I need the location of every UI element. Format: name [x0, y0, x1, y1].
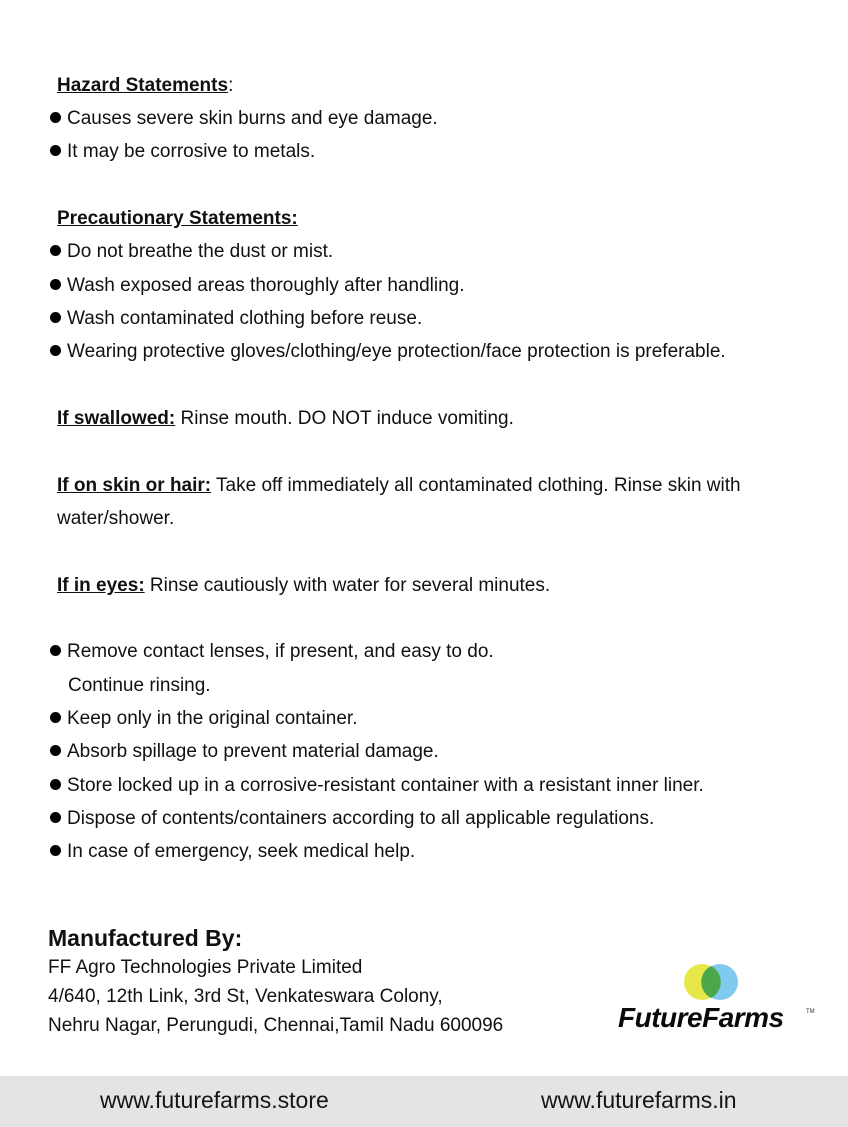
instruction-item: Remove contact lenses, if present, and easy to do.	[50, 640, 494, 664]
if-swallowed	[57, 407, 514, 431]
manufacturer-address-1: 4/640, 12th Link, 3rd St, Venkateswara Colony,	[48, 986, 443, 1007]
instruction-item: In case of emergency, seek medical help.	[50, 840, 415, 864]
if-on-skin-text-cont: water/shower.	[57, 508, 175, 529]
if-in-eyes-label: If in eyes:	[57, 575, 145, 596]
if-on-skin-text: Take off immediately all contaminated clothing. Rinse skin with	[211, 475, 741, 496]
precautionary-item: Wash exposed areas thoroughly after handling.	[50, 274, 465, 298]
instruction-item: Dispose of contents/containers according to all applicable regulations.	[50, 807, 654, 831]
precautionary-item: Wearing protective gloves/clothing/eye protection/face protection is preferable.	[50, 340, 726, 364]
manufacturer-title: Manufactured By:	[48, 925, 243, 951]
future-farms-logo	[618, 962, 814, 1036]
footer-link-in[interactable]: www.futurefarms.in	[541, 1087, 737, 1113]
hazard-heading-colon: :	[228, 75, 234, 96]
instruction-item-cont: Continue rinsing.	[68, 675, 211, 696]
if-in-eyes-text: Rinse cautiously with water for several minutes.	[144, 575, 551, 596]
precautionary-heading: Precautionary Statements:	[57, 208, 298, 229]
if-swallowed-label: If swallowed:	[57, 408, 176, 429]
hazard-heading-text: Hazard Statements	[57, 75, 229, 96]
logo-text: FutureFarms	[618, 1002, 784, 1033]
logo-tm: TM	[806, 1009, 815, 1015]
instruction-item: Store locked up in a corrosive-resistant container with a resistant inner liner.	[50, 774, 704, 798]
hazard-item: Causes severe skin burns and eye damage.	[50, 107, 438, 131]
precautionary-item: Do not breathe the dust or mist.	[50, 240, 333, 264]
hazard-item: It may be corrosive to metals.	[50, 140, 315, 164]
if-in-eyes	[57, 574, 550, 598]
logo-circles-icon	[618, 962, 814, 1004]
instruction-item: Absorb spillage to prevent material damage.	[50, 740, 439, 764]
if-on-skin-label: If on skin or hair:	[57, 475, 212, 496]
footer-link-store[interactable]: www.futurefarms.store	[100, 1087, 329, 1113]
footer-bar	[0, 1076, 848, 1127]
manufacturer-name: FF Agro Technologies Private Limited	[48, 957, 363, 978]
hazard-heading	[57, 74, 233, 98]
if-swallowed-text: Rinse mouth. DO NOT induce vomiting.	[175, 408, 514, 429]
instruction-item: Keep only in the original container.	[50, 707, 357, 731]
if-on-skin	[57, 474, 741, 498]
precautionary-item: Wash contaminated clothing before reuse.	[50, 307, 422, 331]
manufacturer-address-2: Nehru Nagar, Perungudi, Chennai,Tamil Nadu 600096	[48, 1015, 504, 1036]
